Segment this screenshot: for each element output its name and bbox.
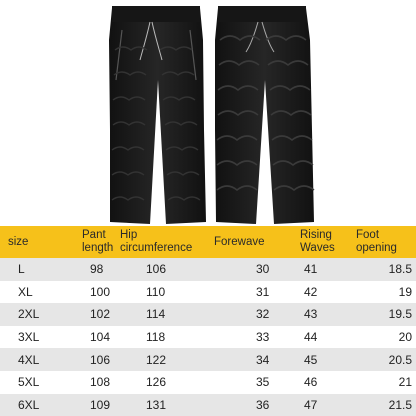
cell-forewave: 36 bbox=[212, 394, 286, 416]
cell-rising-waves: 47 bbox=[286, 394, 348, 416]
header-pant-length: Pant length bbox=[60, 226, 116, 258]
cell-size: 4XL bbox=[0, 348, 60, 371]
cell-pant-length: 98 bbox=[60, 258, 116, 281]
back-pants bbox=[215, 6, 314, 224]
cell-rising-waves: 43 bbox=[286, 303, 348, 326]
cell-forewave: 30 bbox=[212, 258, 286, 281]
cell-size: XL bbox=[0, 281, 60, 304]
cell-forewave: 31 bbox=[212, 281, 286, 304]
cell-hip: 122 bbox=[116, 348, 212, 371]
cell-forewave: 32 bbox=[212, 303, 286, 326]
cell-size: 6XL bbox=[0, 394, 60, 416]
cell-foot-opening: 21 bbox=[348, 371, 416, 394]
cell-foot-opening: 19.5 bbox=[348, 303, 416, 326]
cell-hip: 126 bbox=[116, 371, 212, 394]
cell-pant-length: 106 bbox=[60, 348, 116, 371]
cell-forewave: 33 bbox=[212, 326, 286, 349]
cell-size: 3XL bbox=[0, 326, 60, 349]
cell-hip: 110 bbox=[116, 281, 212, 304]
cell-foot-opening: 20 bbox=[348, 326, 416, 349]
header-foot-opening: Foot opening bbox=[348, 226, 416, 258]
cell-pant-length: 102 bbox=[60, 303, 116, 326]
header-size: size bbox=[0, 226, 60, 258]
cell-pant-length: 108 bbox=[60, 371, 116, 394]
table-row bbox=[0, 258, 416, 281]
cell-pant-length: 100 bbox=[60, 281, 116, 304]
cell-hip: 106 bbox=[116, 258, 212, 281]
table-row bbox=[0, 394, 416, 416]
cell-hip: 131 bbox=[116, 394, 212, 416]
cell-pant-length: 109 bbox=[60, 394, 116, 416]
cell-size: 2XL bbox=[0, 303, 60, 326]
cell-hip: 118 bbox=[116, 326, 212, 349]
table-row bbox=[0, 303, 416, 326]
cell-foot-opening: 19 bbox=[348, 281, 416, 304]
cell-rising-waves: 45 bbox=[286, 348, 348, 371]
cell-foot-opening: 20.5 bbox=[348, 348, 416, 371]
cell-hip: 114 bbox=[116, 303, 212, 326]
cell-rising-waves: 46 bbox=[286, 371, 348, 394]
cell-size: L bbox=[0, 258, 60, 281]
header-rising-waves: Rising Waves bbox=[286, 226, 348, 258]
front-pants bbox=[109, 6, 206, 224]
cell-size: 5XL bbox=[0, 371, 60, 394]
size-chart-table bbox=[0, 226, 416, 416]
cell-pant-length: 104 bbox=[60, 326, 116, 349]
cell-foot-opening: 21.5 bbox=[348, 394, 416, 416]
header-hip-circumference: Hip circumference bbox=[116, 226, 212, 258]
table-row bbox=[0, 281, 416, 304]
cell-rising-waves: 44 bbox=[286, 326, 348, 349]
table-row bbox=[0, 326, 416, 349]
cell-rising-waves: 41 bbox=[286, 258, 348, 281]
cell-rising-waves: 42 bbox=[286, 281, 348, 304]
table-row bbox=[0, 348, 416, 371]
table-header-row bbox=[0, 226, 416, 258]
cell-forewave: 34 bbox=[212, 348, 286, 371]
table-row bbox=[0, 371, 416, 394]
cell-forewave: 35 bbox=[212, 371, 286, 394]
cell-foot-opening: 18.5 bbox=[348, 258, 416, 281]
header-forewave: Forewave bbox=[212, 226, 286, 258]
